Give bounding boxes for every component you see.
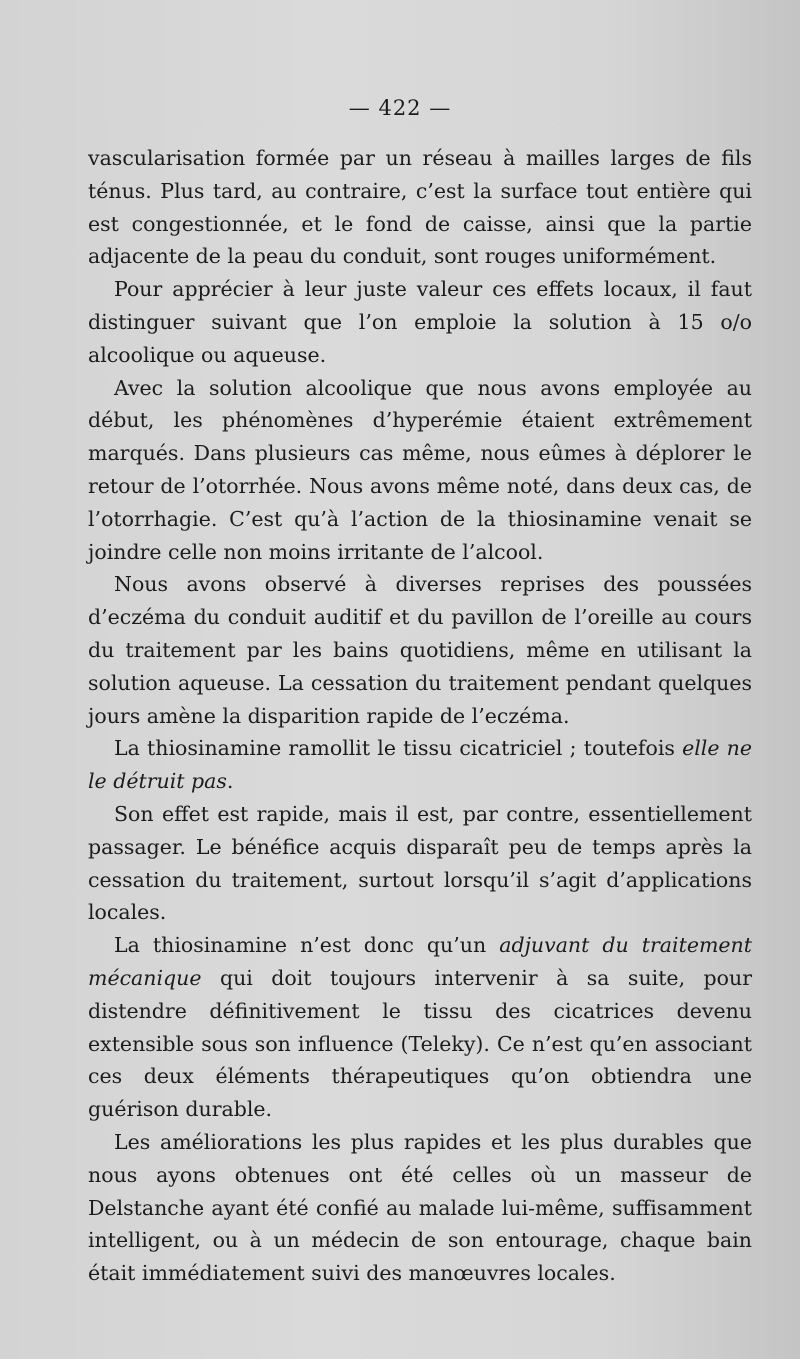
paragraph-3 [88, 568, 752, 732]
paragraph-4-end: . [226, 769, 234, 794]
page-number: — 422 — [348, 96, 452, 120]
paragraph-4-italic: elle ne le détruit pas [88, 736, 752, 794]
paragraph-7 [88, 1126, 752, 1290]
paragraph-6-text: La thiosinamine n’est donc qu’un [114, 933, 500, 958]
paragraph-6-italic: adjuvant du traitement mécanique [88, 933, 752, 990]
paragraph-2-text: Avec la solution alcoolique que nous avons employée au début, les phénomènes d’hyperémie étaient extrêmement marqués. Dans plusieurs cas même, nous eûmes à déplorer le retour de l’otorrhée. Nous avons même noté, dans deux cas, de l’otorrhagie. C’est qu’à l’action de la thiosinamine venait se joindre celle non moins irritante de l’alcool. [88, 375, 752, 564]
paragraph-0-text: vascularisation formée par un réseau à mailles larges de fils ténus. Plus tard, au contraire, c’est la surface tout entière qui est congestionnée, et le fond de caisse, ainsi que la partie adjacente de la peau du conduit, sont rouges uniformément. [88, 146, 752, 269]
paragraph-6 [88, 929, 752, 1126]
paragraph-4-text: La thiosinamine ramollit le tissu cicatriciel ; toutefois [114, 736, 683, 761]
paragraph-6-end: qui doit toujours intervenir à sa suite, pour distendre définitivement le tissu des cicatrices devenu extensible sous son influence (Teleky). Ce n’est qu’en associant ces deux éléments thérapeutiques qu’on obtiendra une guérison durable. [88, 965, 752, 1122]
paragraph-5 [88, 798, 752, 929]
paragraph-4 [88, 732, 752, 798]
paragraph-0 [88, 142, 752, 273]
paragraph-1 [88, 273, 752, 371]
paragraph-7-text: Les améliorations les plus rapides et les plus durables que nous ayons obtenues ont été celles où un masseur de Delstanche ayant été confié au malade lui-même, suffisamment intelligent, ou à un médecin de son entourage, chaque bain était immédiatement suivi des manœuvres locales. [88, 1129, 752, 1286]
body-text [88, 142, 752, 1290]
paragraph-3-text: Nous avons observé à diverses reprises des poussées d’eczéma du conduit auditif et du pavillon de l’oreille au cours du traitement par les bains quotidiens, même en utilisant la solution aqueuse. La cessation du traitement pendant quelques jours amène la disparition rapide de l’eczéma. [88, 572, 752, 728]
paragraph-2 [88, 372, 752, 569]
paragraph-1-text: Pour apprécier à leur juste valeur ces effets locaux, il faut distinguer suivant que l’on emploie la solution à 15 o/o alcoolique ou aqueuse. [88, 277, 752, 367]
paragraph-5-text: Son effet est rapide, mais il est, par contre, essentiellement passager. Le bénéfice acquis disparaît peu de temps après la cessation du traitement, surtout lorsqu’il s’agit d’applications locales. [88, 801, 752, 925]
